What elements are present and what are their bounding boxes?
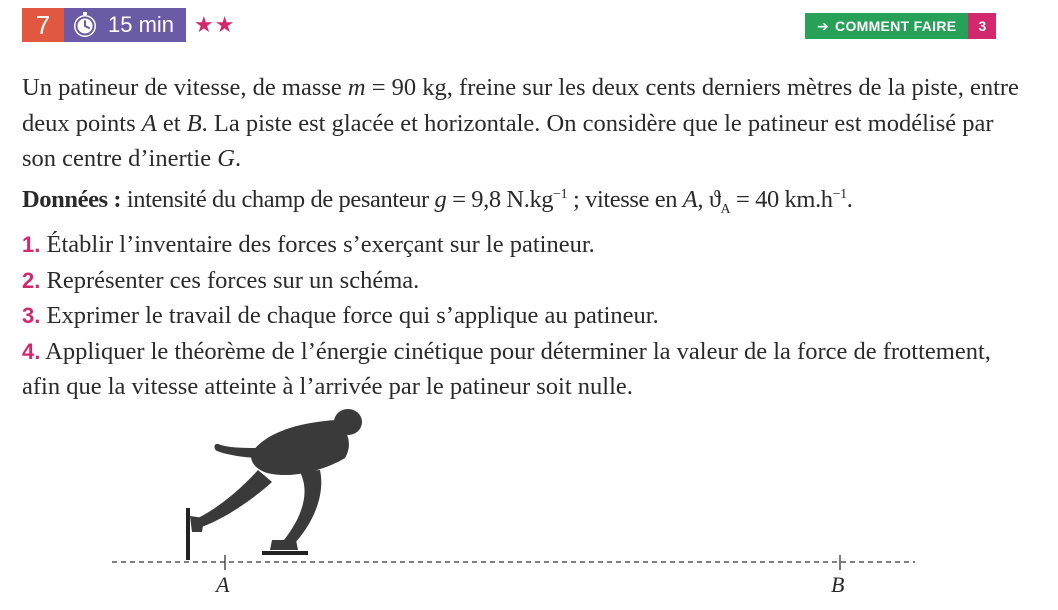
- data-label: Données :: [22, 185, 122, 213]
- question-1: [22, 227, 1022, 263]
- arrow-right-icon: ➔: [817, 17, 830, 34]
- intro-paragraph: [22, 70, 1022, 177]
- mass-symbol: m: [347, 74, 366, 101]
- duration-label: 15 min: [108, 12, 175, 37]
- exercise-text: [22, 70, 1022, 405]
- data-paragraph: [22, 177, 1022, 228]
- question-number: 1.: [22, 232, 41, 258]
- question-3: [22, 298, 1022, 334]
- question-text: Établir l’inventaire des forces s’exerçant sur le patineur.: [40, 231, 595, 259]
- data-part: intensité du champ de pesanteur: [121, 185, 435, 213]
- question-number: 2.: [22, 267, 41, 293]
- how-to-number: 3: [968, 13, 996, 39]
- question-number: 3.: [22, 303, 41, 329]
- clock-icon: [70, 10, 100, 40]
- how-to-label: COMMENT FAIRE: [835, 18, 957, 34]
- front-blade: [262, 551, 308, 555]
- velocity-symbol: ϑ: [708, 185, 721, 213]
- intro-part: Un patineur de vitesse, de masse: [22, 74, 348, 101]
- question-text: Appliquer le théorème de l’énergie cinétique pour déterminer la valeur de la force de frottement, afin que la vitesse atteinte à l’arrivée par le patineur soit nulle.: [22, 337, 991, 401]
- question-number: 4.: [22, 338, 41, 364]
- point-b-label: B: [831, 572, 845, 597]
- rear-blade: [186, 508, 190, 560]
- point-a-label: A: [216, 572, 230, 597]
- intro-part: = 90 kg, freine sur les deux cents derniers mètres de la piste, entre deux points: [22, 74, 1019, 137]
- how-to-button[interactable]: [805, 13, 996, 39]
- data-part: ,: [697, 185, 709, 213]
- exercise-number: 7: [22, 8, 64, 42]
- intro-part: et: [156, 109, 187, 137]
- data-part: ; vitesse en: [567, 185, 683, 213]
- question-text: Représenter ces forces sur un schéma.: [40, 266, 420, 294]
- data-part: .: [846, 185, 853, 213]
- point-g-symbol: G: [217, 145, 235, 172]
- velocity-subscript: A: [720, 201, 731, 217]
- point-b-symbol: B: [186, 109, 202, 137]
- g-symbol: g: [434, 185, 447, 213]
- intro-part: . La piste est glacée et horizontale. On considère que le patineur est modélisé par son centre d’inertie: [22, 109, 994, 172]
- skater-silhouette: [190, 409, 362, 550]
- g-value: = 9,8 N.kg: [446, 185, 554, 213]
- how-to-label-box: [805, 13, 968, 39]
- duration-badge: [64, 8, 186, 42]
- question-text: Exprimer le travail de chaque force qui s’applique au patineur.: [40, 302, 659, 330]
- point-a-symbol: A: [682, 185, 698, 213]
- question-4: [22, 334, 1022, 405]
- difficulty-stars: ★★: [194, 12, 236, 38]
- velocity-exponent: −1: [832, 186, 847, 202]
- skater-figure: [100, 400, 920, 605]
- g-exponent: −1: [553, 186, 568, 202]
- point-a-symbol: A: [141, 109, 157, 137]
- velocity-value: = 40 km.h: [730, 185, 833, 213]
- exercise-header: [22, 8, 236, 42]
- intro-part: .: [234, 145, 242, 172]
- question-2: [22, 263, 1022, 299]
